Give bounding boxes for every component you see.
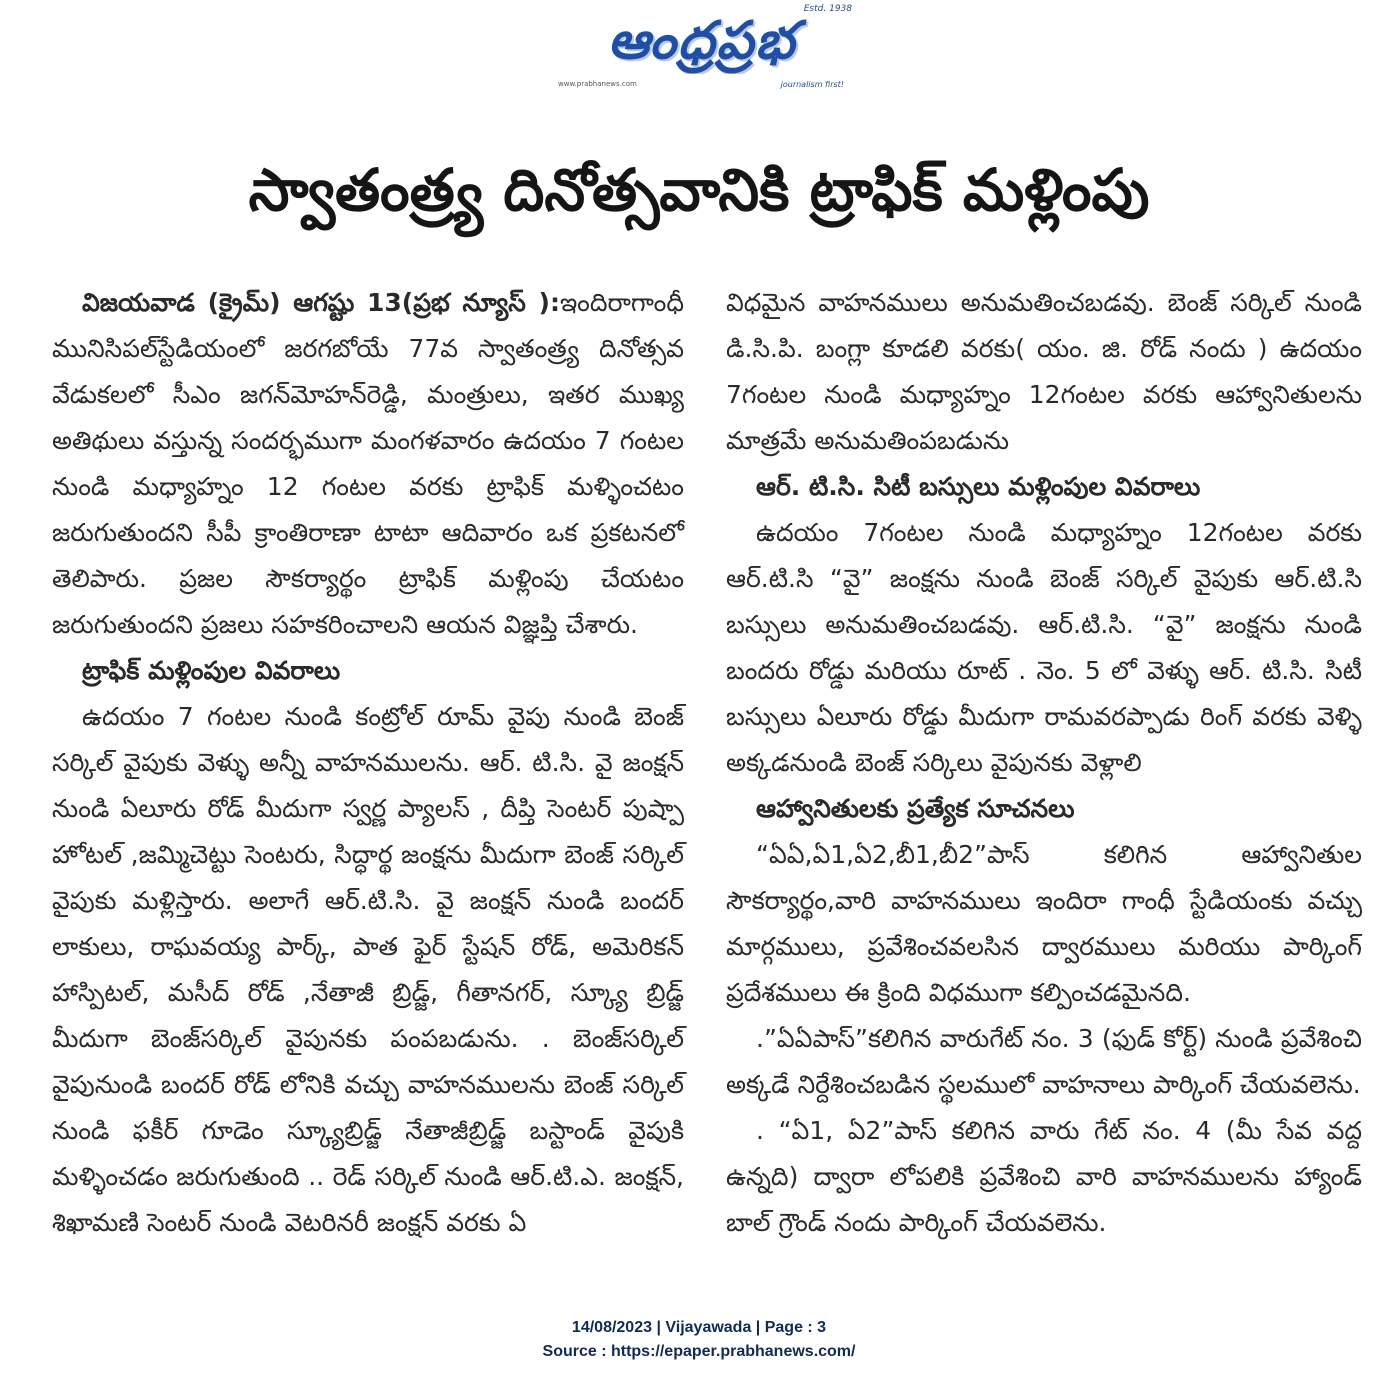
newspaper-logo: ఆంధ్రప్రభ xyxy=(607,10,797,71)
article-intro-paragraph xyxy=(52,280,684,648)
rtc-bus-paragraph: ఉదయం 7గంటల నుండి మధ్యాహ్నం 12గంటల వరకు ఆర్.టి.సి “వై” జంక్షను నుండి బెంజ్ సర్కిల్ వైపుకు ఆర్.టి.సి బస్సులు అనుమతించబడవు. ఆర్.టి.సి. “వై” జంక్షను నుండి బందరు రోడ్డు మరియు రూట్ . నెం. 5 లో వెళ్ళు ఆర్. టి.సి. సిటీ బస్సులు ఏలూరు రోడ్డు మీదుగా రామవరప్పాడు రింగ్ వరకు వెళ్ళి అక్కడనుండి బెంజ్ సర్కిలు వైపునకు వెళ్లాలి xyxy=(726,518,1362,777)
footer-source-link[interactable]: Source : https://epaper.prabhanews.com/ xyxy=(542,1343,856,1360)
aa-pass-paragraph: .”ఏఏపాస్”కలిగిన వారుగేట్ నం. 3 (ఫుడ్ కోర్ట్) నుండి ప్రవేశించి అక్కడే నిర్దేశించబడిన స్థలములో వాహనాలు పార్కింగ్ చేయవలెను. xyxy=(726,1024,1362,1099)
intro-text: ఇందిరాగాంధీ మునిసిపల్‌స్టేడియంలో జరగబోయే 77వ స్వాతంత్ర్య దినోత్సవ వేడుకలలో సీఎం జగన్‌మోహన్‌రెడ్డి, మంత్రులు, ఇతర ముఖ్య అతిథులు వస్తున్న సందర్భముగా మంగళవారం ఉదయం 7 గంటల నుండి మధ్యాహ్నం 12 గంటల వరకు ట్రాఫిక్ మళ్ళించటం జరుగుతుందని సీపీ క్రాంతిరాణా టాటా ఆదివారం ఒక ప్రకటనలో తెలిపారు. ప్రజల సౌకర్యార్థం ట్రాఫిక్ మళ్లింపు చేయటం జరుగుతుందని ప్రజలు సహకరించాలని ఆయన విజ్ఞప్తి చేశారు. xyxy=(52,288,684,639)
right-column xyxy=(726,280,1362,1240)
logo-url: www.prabhanews.com xyxy=(558,80,637,88)
masthead xyxy=(540,4,860,90)
subheading-invitee-instructions: ఆహ్వానితులకు ప్రత్యేక సూచనలు xyxy=(756,794,1075,823)
logo-tagline: journalism first! xyxy=(780,80,844,89)
subheading-traffic-diversions: ట్రాఫిక్ మళ్లింపుల వివరాలు xyxy=(82,656,341,685)
established-note: Estd. 1938 xyxy=(803,4,852,14)
footer-date-edition: 14/08/2023 | Vijayawada | Page : 3 xyxy=(571,1319,827,1336)
page-footer xyxy=(0,1316,1398,1364)
subheading-rtc-buses: ఆర్. టి.సి. సిటీ బస్సులు మళ్లింపుల వివరాలు xyxy=(756,472,1201,501)
a1-a2-pass-paragraph: . “ఏ1, ఏ2”పాస్ కలిగిన వారు గేట్ నం. 4 (మీ సేవ వద్ద ఉన్నది) ద్వారా లోపలికి ప్రవేశించి వారి వాహనములను హ్యాండ్ బాల్ గ్రౌండ్ నందు పార్కింగ్ చేయవలెను. xyxy=(726,1116,1362,1237)
invitee-passes-paragraph: “ఏఏ,ఏ1,ఏ2,బీ1,బీ2”పాస్ కలిగిన ఆహ్వానితుల సౌకర్యార్థం,వారి వాహనములు ఇందిరా గాంధీ స్టేడియంకు వచ్చు మార్గములు, ప్రవేశించవలసిన ద్వారములు మరియు పార్కింగ్ ప్రదేశములు ఈ క్రింది విధముగా కల్పించడమైనది. xyxy=(726,840,1362,1007)
article-headline: స్వాతంత్ర్య దినోత్సవానికి ట్రాఫిక్ మళ్లింపు xyxy=(248,156,1150,224)
traffic-diversion-paragraph: ఉదయం 7 గంటల నుండి కంట్రోల్ రూమ్ వైపు నుండి బెంజ్ సర్కిల్ వైపుకు వెళ్ళు అన్నీ వాహనములను. ఆర్. టి.సి. వై జంక్షన్ నుండి ఏలూరు రోడ్ మీదుగా స్వర్ణ ప్యాలస్ , దీప్తి సెంటర్ పుష్పా హోటల్ ,జమ్మిచెట్టు సెంటరు, సిద్ధార్థ జంక్షను మీదుగా బెంజ్ సర్కిల్ వైపుకు మళ్లిస్తారు. అలాగే ఆర్.టి.సి. వై జంక్షన్ నుండి బందర్ లాకులు, రాఘవయ్య పార్క్, పాత ఫైర్ స్టేషన్ రోడ్, అమెరికన్ హాస్పిటల్, మసీద్ రోడ్ ,నేతాజీ బ్రిడ్జ్, గీతానగర్, స్క్యూ బ్రిడ్జ్ మీదుగా బెంజ్‌సర్కిల్ వైపునకు పంపబడును. . బెంజ్‌సర్కిల్ వైపునుండి బందర్ రోడ్ లోనికి వచ్చు వాహనములను బెంజ్ సర్కిల్ నుండి ఫకీర్ గూడెం స్క్యూబ్రిడ్జ్ నేతాజీబ్రిడ్జ్ బస్టాండ్ వైపుకి మళ్ళించడం జరుగుతుంది .. రెడ్ సర్కిల్ నుండి ఆర్.టి.ఎ. జంక్షన్, శిఖామణి సెంటర్ నుండి వెటరినరీ జంక్షన్ వరకు ఏ xyxy=(52,702,684,1237)
left-column xyxy=(52,280,684,1260)
continued-paragraph: విధమైన వాహనములు అనుమతించబడవు. బెంజ్ సర్కిల్ నుండి డి.సి.పి. బంగ్లా కూడలి వరకు( యం. జి. రోడ్ నందు ) ఉదయం 7గంటల నుండి మధ్యాహ్నం 12గంటల వరకు ఆహ్వానితులను మాత్రమే అనుమతింపబడును xyxy=(726,288,1362,455)
dateline: విజయవాడ (క్రైమ్) ఆగష్టు 13(ప్రభ న్యూస్ ): xyxy=(82,288,560,317)
